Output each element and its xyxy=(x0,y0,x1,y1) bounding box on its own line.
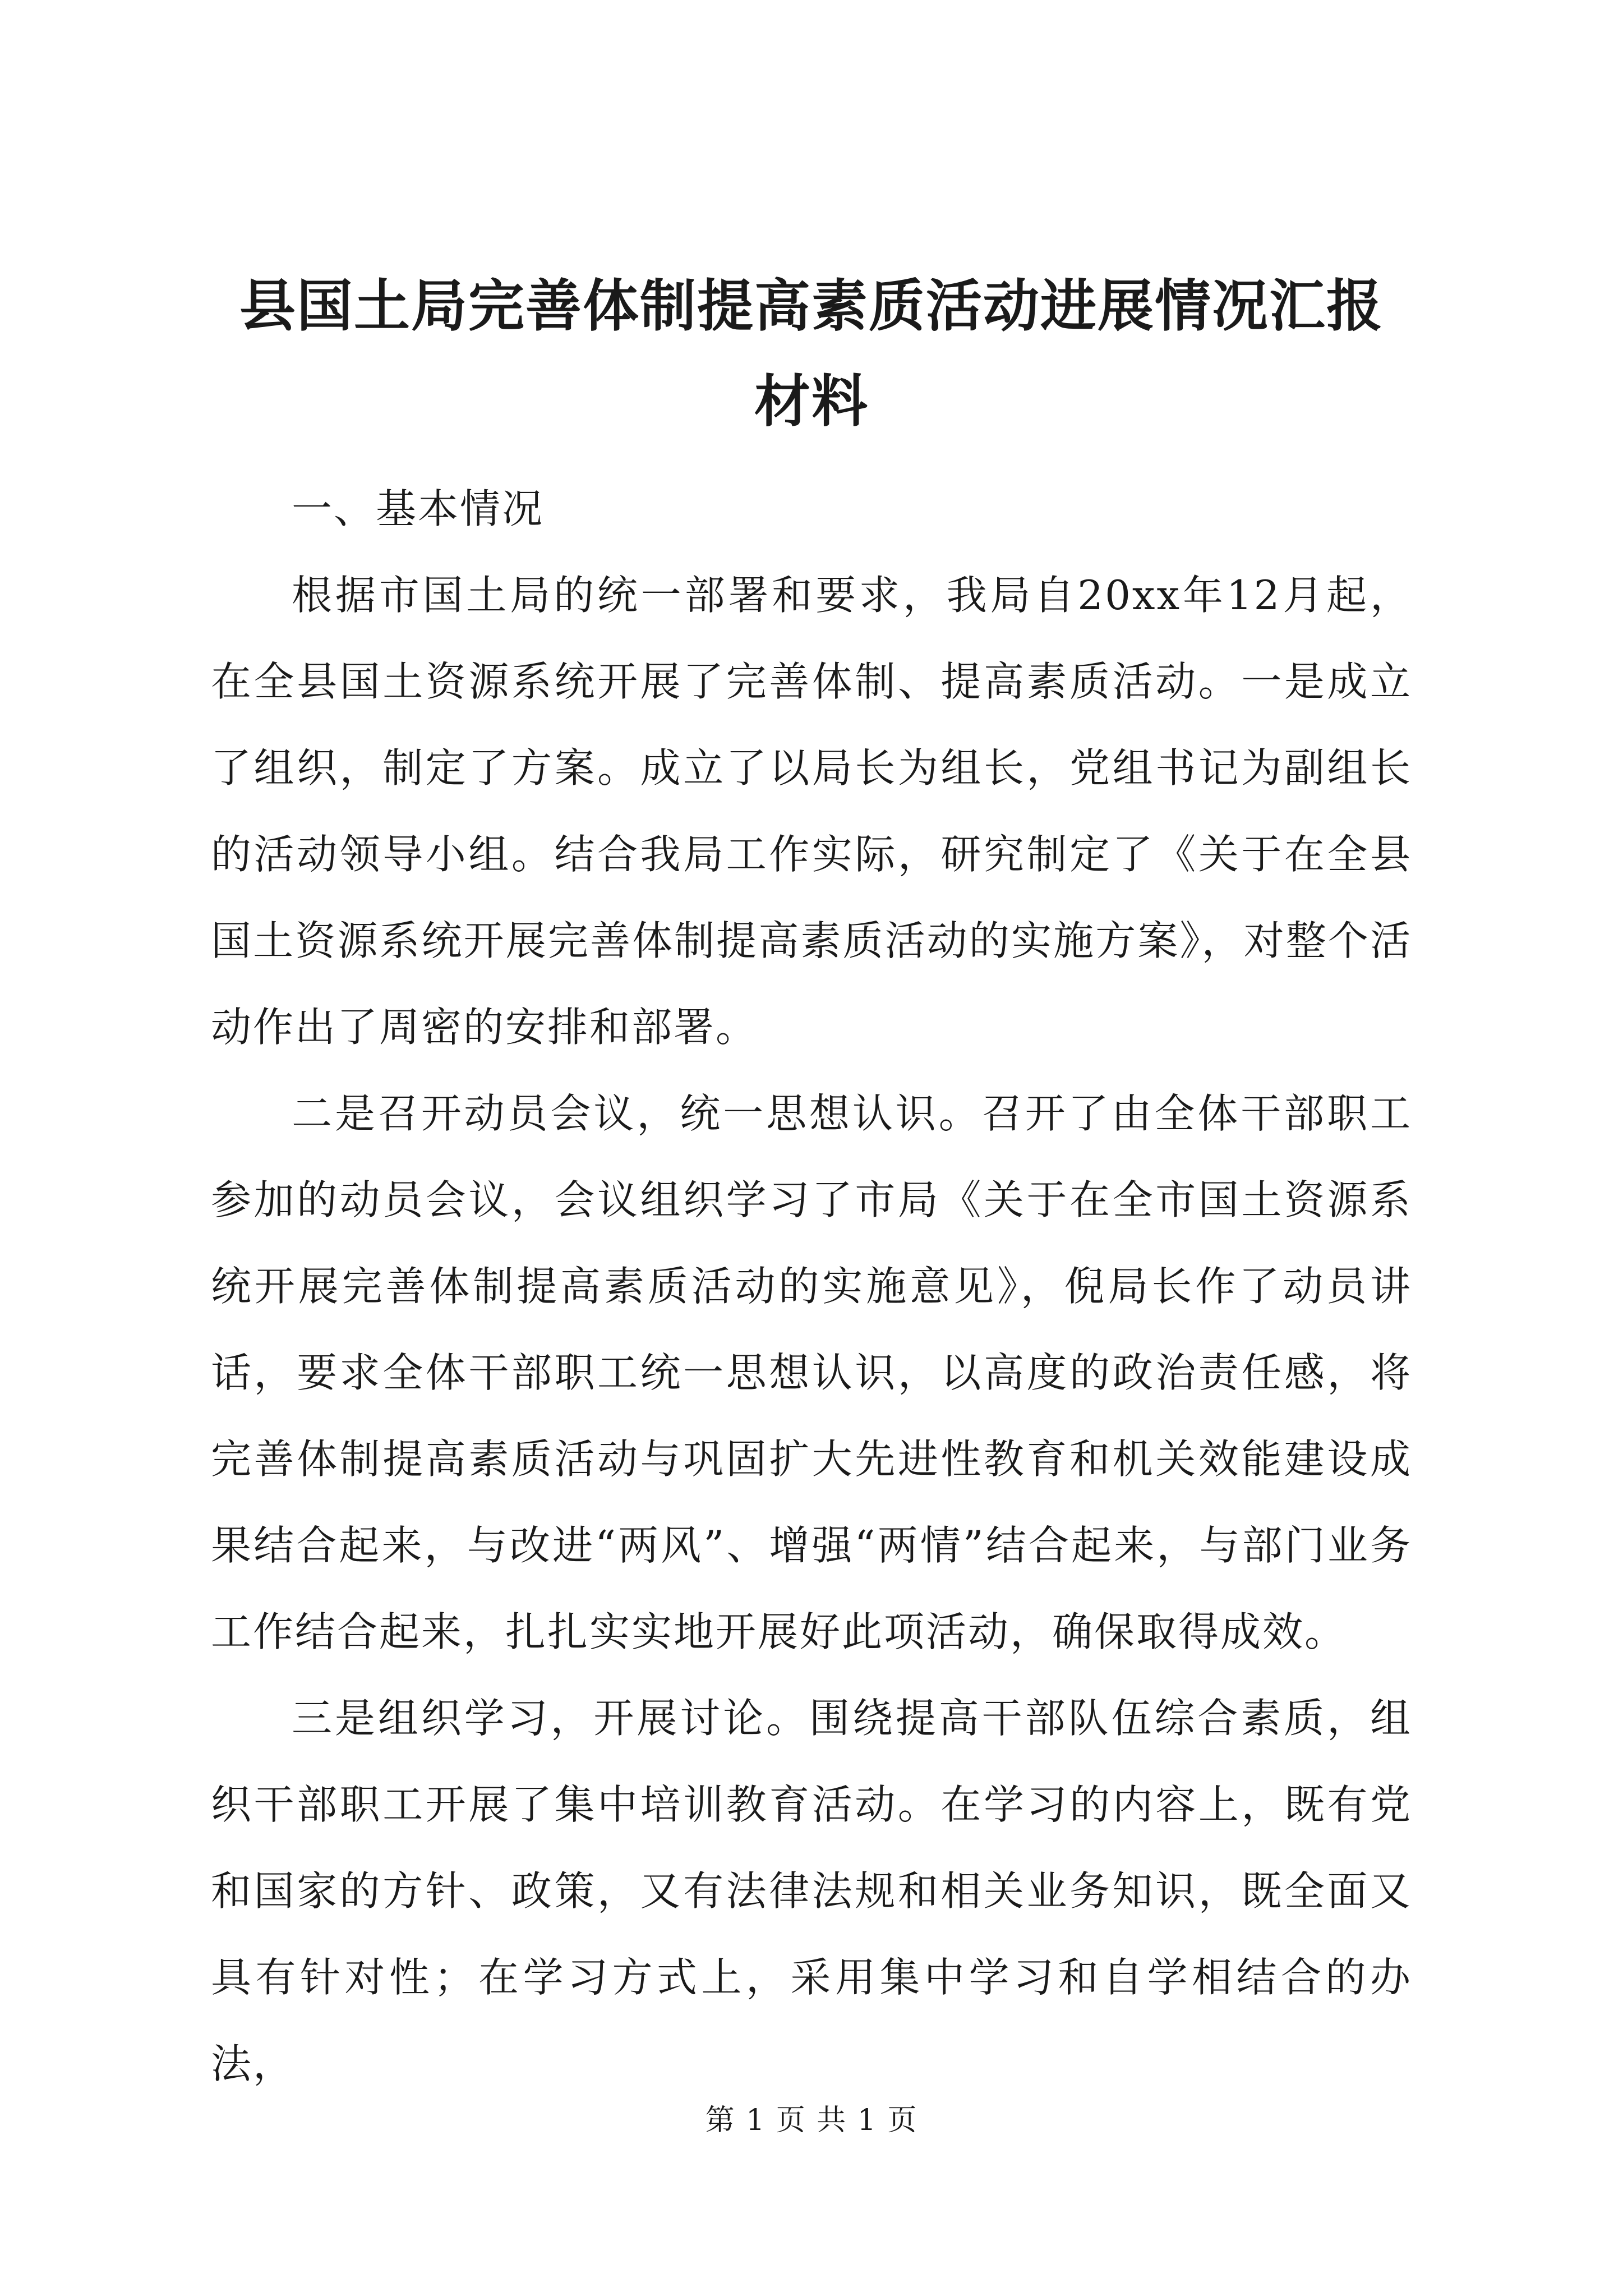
page-number-footer: 第 1 页 共 1 页 xyxy=(705,2104,918,2137)
section-heading: 一、基本情况 xyxy=(292,485,545,532)
paragraph: 根据市国土局的统一部署和要求，我局自20xx年12月起，在全县国土资源系统开展了完善体制、提高素质活动。一是成立了组织，制定了方案。成立了以局长为组长，党组书记为副组长的活动领导小组。结合我局工作实际，研究制定了《关于在全县国土资源系统开展完善体制提高素质活动的实施方案》，对整个活动作出了周密的安排和部署。 xyxy=(211,572,1412,1051)
title-line-1: 县国土局完善体制提高素质活动进展情况汇报 xyxy=(239,273,1384,339)
paragraph: 三是组织学习，开展讨论。围绕提高干部队伍综合素质，组织干部职工开展了集中培训教育活动。在学习的内容上，既有党和国家的方针、政策，又有法律法规和相关业务知识，既全面又具有针对性；在学习方式上，采用集中学习和自学相结合的办法， xyxy=(211,1695,1412,2087)
title-line-2: 材料 xyxy=(754,368,869,434)
document-title xyxy=(202,258,1421,449)
paragraph: 二是召开动员会议，统一思想认识。召开了由全体干部职工参加的动员会议，会议组织学习了市局《关于在全市国土资源系统开展完善体制提高素质活动的实施意见》，倪局长作了动员讲话，要求全体干部职工统一思想认识，以高度的政治责任感，将完善体制提高素质活动与巩固扩大先进性教育和机关效能建设成果结合起来，与改进“两风”、增强“两情”结合起来，与部门业务工作结合起来，扎扎实实地开展好此项活动，确保取得成效。 xyxy=(211,1090,1412,1655)
document-body xyxy=(211,466,1412,2107)
